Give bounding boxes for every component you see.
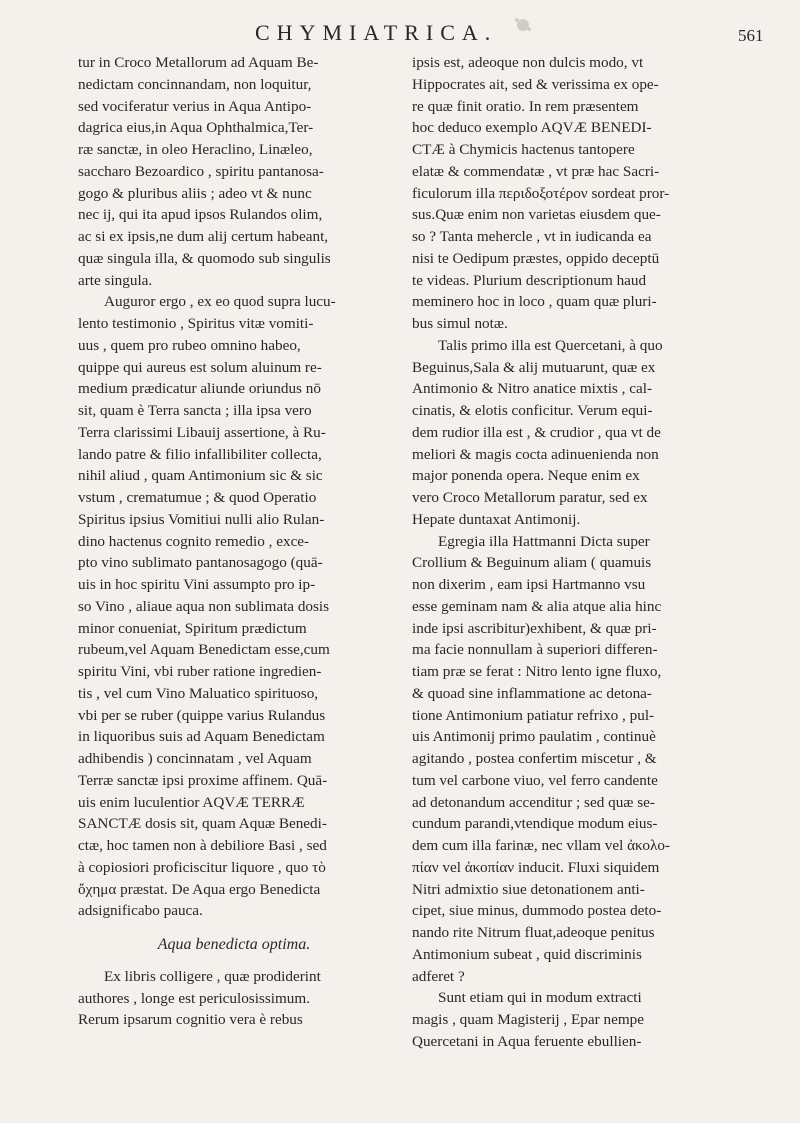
text-line: tiam præ se ferat : Nitro lento igne fluxo,	[412, 663, 662, 680]
text-line: tum vel carbone viuo, vel ferro candente	[412, 771, 658, 789]
text-line: Rerum ipsarum cognitio vera è rebus	[78, 1011, 303, 1029]
text-line: quæ singula illa, & quomodo sub singulis	[78, 249, 331, 267]
text-line: esse geminam nam & alia atque alia hinc	[412, 597, 662, 615]
right-paragraph-3	[412, 531, 732, 988]
text-line: in liquoribus suis ad Aquam Benedictam	[78, 728, 325, 746]
text-line: adhibendis ) concinnatam , vel Aquam	[78, 750, 312, 767]
text-line: spiritu Vini, vbi ruber ratione ingredien-	[78, 663, 322, 680]
text-line: ficulorum illa περιδοξοτέρον sordeat pror-	[412, 184, 670, 202]
text-line: meliori & magis cocta adinuenienda non	[412, 445, 659, 463]
text-line: & quoad sine inflammatione ac detona-	[412, 684, 652, 702]
text-line: vbi per se ruber (quippe varius Rulandus	[78, 706, 326, 724]
text-line: adsignificabo pauca.	[78, 902, 203, 920]
text-line: lando patre & filio infallibiliter collecta,	[78, 445, 322, 463]
text-line: Talis primo illa est Quercetani, à quo	[438, 336, 663, 354]
text-line: authores , longe est periculosissimum.	[78, 989, 310, 1007]
text-line: tis , vel cum Vino Maluatico spirituoso,	[78, 684, 319, 702]
text-line: Terræ sanctæ ipsi proxime affinem. Quā-	[78, 771, 328, 789]
text-line: cinatis, & elotis conficitur. Verum equi-	[412, 402, 653, 419]
text-line: nec ij, qui ita apud ipsos Rulandos olim,	[78, 206, 323, 224]
text-line: Egregia illa Hattmanni Dicta super	[438, 532, 650, 550]
text-line: uis in hoc spiritu Vini assumpto pro ip-	[78, 576, 316, 593]
text-line: cundum parandi,vtendique modum eius-	[412, 815, 658, 833]
text-line: ma facie nonnullam à superiori differen-	[412, 641, 658, 659]
text-line: re quæ finit oratio. In rem præsentem	[412, 97, 639, 115]
text-line: uis enim luculentior AQVÆ TERRÆ	[78, 793, 305, 811]
text-line: nisi te Oedipum præstes, oppido deceptū	[412, 249, 660, 267]
text-line: sit, quam è Terra sancta ; illa ipsa vero	[78, 402, 312, 419]
text-line: meminero hoc in loco , quam quæ pluri-	[412, 293, 657, 311]
right-column	[412, 52, 732, 1053]
text-line: agitando , postea confertim miscetur , &	[412, 750, 657, 767]
text-line: sus.Quæ enim non varietas eiusdem que-	[412, 206, 661, 224]
text-line: te videas. Plurium descriptionum haud	[412, 271, 647, 289]
text-line: vero Croco Metallorum paratur, sed ex	[412, 489, 648, 506]
text-line: tione Antimonium patiatur refrixo , pul-	[412, 706, 655, 724]
running-title: CHYMIATRICA.	[255, 20, 498, 45]
page-number: 561	[738, 26, 764, 45]
text-line: Crollium & Beguinum aliam ( quamuis	[412, 554, 652, 572]
text-line: bus simul notæ.	[412, 315, 508, 332]
text-line: Hippocrates ait, sed & verissima ex ope-	[412, 75, 659, 93]
text-line: so ? Tanta mehercle , vt in iudicanda ea	[412, 228, 652, 245]
text-line: Ex libris colligere , quæ prodiderint	[104, 967, 321, 985]
text-line: saccharo Bezoardico , spiritu pantanosa-	[78, 162, 324, 180]
text-line: Beguinus,Sala & alij mutuarunt, quæ ex	[412, 358, 656, 376]
text-line: ac si ex ipsis,ne dum alij certum habeant,	[78, 228, 329, 245]
text-line: sed vociferatur verius in Aqua Antipo-	[78, 97, 312, 115]
text-line: πίαν vel ἀκοπίαν inducit. Fluxi siquidem	[412, 858, 660, 876]
text-line: ctæ, hoc tamen non à debiliore Basi , sed	[78, 837, 327, 854]
text-line: minor conueniat, Spiritum prædictum	[78, 619, 307, 637]
text-line: dino hactenus cognito remedio , exce-	[78, 532, 310, 550]
right-paragraph-4	[412, 987, 732, 1052]
text-line: dem rudior illa est , & crudior , qua vt de	[412, 423, 661, 441]
text-line: elatæ & commendatæ , vt præ hac Sacri-	[412, 162, 660, 180]
text-line: rubeum,vel Aquam Benedictam esse,cum	[78, 641, 330, 659]
left-paragraph-2	[78, 291, 390, 922]
text-line: Auguror ergo , ex eo quod supra lucu-	[104, 293, 336, 311]
text-line: ræ sanctæ, in oleo Heraclino, Linæleo,	[78, 141, 313, 158]
text-line: Spiritus ipsius Vomitiui nulli alio Rulan-	[78, 510, 325, 528]
text-line: non dixerim , eam ipsi Hartmanno vsu	[412, 576, 646, 593]
page-header	[0, 10, 800, 50]
text-line: CTÆ à Chymicis hactenus tantopere	[412, 141, 635, 158]
text-line: dagrica eius,in Aqua Ophthalmica,Ter-	[78, 119, 314, 137]
text-line: uus , quem pro rubeo omnino habeo,	[78, 336, 301, 354]
text-line: arte singula.	[78, 271, 153, 289]
text-line: inde ipsi ascribitur)exhibent, & quæ pri-	[412, 619, 657, 637]
text-line: SANCTÆ dosis sit, quam Aquæ Benedi-	[78, 815, 327, 833]
text-line: quippe qui aureus est solum aluinum re-	[78, 358, 322, 376]
text-line: ὄχημα præstat. De Aqua ergo Benedicta	[78, 880, 321, 898]
text-line: nedictam concinnandam, non loquitur,	[78, 75, 312, 93]
text-line: nando rite Nitrum fluat,adeoque penitus	[412, 924, 655, 941]
left-paragraph-1	[78, 52, 390, 291]
text-line: hoc deduco exemplo AQVÆ BENEDI-	[412, 119, 652, 137]
text-line: cipet, siue minus, dummodo postea deto-	[412, 902, 662, 920]
text-line: Antimonio & Nitro anatice mixtis , cal-	[412, 380, 652, 398]
text-line: à copiosiori proficiscitur liquore , quo τὸ	[78, 858, 326, 876]
text-line: nihil aliud , quam Antimonium sic & sic	[78, 467, 323, 485]
text-line: gogo & pluribus aliis ; adeo vt & nunc	[78, 184, 312, 202]
left-column	[78, 52, 390, 1031]
left-paragraph-3	[78, 966, 390, 1031]
text-line: pto vino sublimato pantanosagogo (quā-	[78, 554, 323, 572]
section-heading: Aqua benedicta optima.	[157, 936, 311, 953]
text-line: so Vino , aliaue aqua non sublimata dosis	[78, 597, 330, 615]
right-paragraph-2	[412, 335, 732, 531]
text-line: dem cum illa farinæ, nec vllam vel ἀκολο-	[412, 837, 670, 854]
text-line: uis Antimonij primo paulatim , continuè	[412, 728, 656, 746]
text-line: magis , quam Magisterij , Epar nempe	[412, 1011, 644, 1028]
text-line: major ponenda opera. Neque enim ex	[412, 467, 640, 485]
text-line: ipsis est, adeoque non dulcis modo, vt	[412, 54, 644, 71]
text-line: Terra clarissimi Libauij assertione, à Ru-	[78, 423, 326, 441]
text-line: medium prædicatur aliunde oriundus nō	[78, 380, 321, 398]
text-line: adferet ?	[412, 967, 465, 985]
text-line: ad detonandum accenditur ; sed quæ se-	[412, 793, 655, 811]
text-line: lento testimonio , Spiritus vitæ vomiti-	[78, 315, 314, 332]
text-line: tur in Croco Metallorum ad Aquam Be-	[78, 54, 319, 71]
text-line: Sunt etiam qui in modum extracti	[438, 989, 642, 1007]
text-line: vstum , crematumue ; & quod Operatio	[78, 489, 317, 506]
text-line: Hepate duntaxat Antimonij.	[412, 510, 581, 528]
text-line: Nitri admixtio siue detonationem anti-	[412, 880, 645, 898]
text-line: Quercetani in Aqua feruente ebullien-	[412, 1032, 642, 1050]
ink-blot-icon	[512, 14, 534, 36]
right-paragraph-1	[412, 52, 732, 335]
text-line: Antimonium subeat , quid discriminis	[412, 945, 642, 963]
